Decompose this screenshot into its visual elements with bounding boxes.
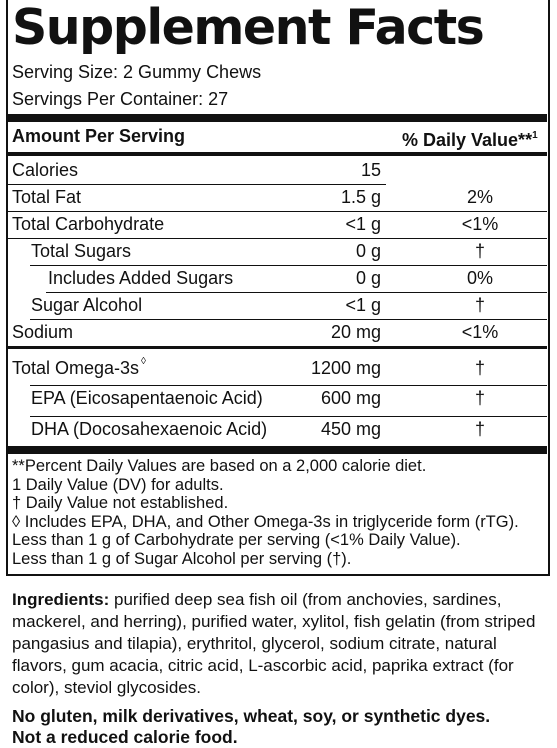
footnote: **Percent Daily Values are based on a 2,000 calorie diet. (12, 457, 427, 475)
nutrient-amount: 20 mg (330, 322, 381, 342)
nutrient-daily-value: † (474, 241, 485, 261)
nutrient-name: DHA (Docosahexaenoic Acid) (31, 419, 268, 439)
nutrient-name: Sodium (12, 322, 74, 342)
calorie-statement: Not a reduced calorie food. (12, 727, 238, 747)
nutrient-row (0, 416, 557, 443)
nutrient-daily-value: † (474, 388, 485, 408)
nutrient-amount: 1200 mg (310, 358, 381, 378)
nutrient-name: Total Sugars (31, 241, 132, 261)
daily-value-header: % Daily Value**$^1$ (402, 130, 538, 150)
nutrient-name: Total Fat (12, 187, 82, 207)
thick-divider-bottom (6, 446, 547, 454)
nutrient-row (0, 385, 557, 412)
omega-footnote-mark: ◊ (141, 356, 146, 367)
footnote: 1 Daily Value (DV) for adults. (12, 475, 224, 494)
nutrient-daily-value: † (474, 358, 485, 378)
nutrient-row (0, 292, 557, 319)
nutrient-amount: <1 g (345, 214, 381, 234)
nutrient-name: Total Carbohydrate (12, 214, 165, 234)
nutrient-row (0, 157, 557, 184)
nutrient-row (0, 319, 557, 346)
nutrient-row (0, 238, 557, 265)
amount-per-serving-label: Amount Per Serving (12, 126, 186, 146)
footnote: Less than 1 g of Sugar Alcohol per serving (†). (12, 549, 352, 568)
nutrient-daily-value: <1% (461, 214, 499, 234)
nutrient-amount: 15 (360, 160, 381, 180)
footnote: † Daily Value not established. (12, 494, 229, 512)
ingredients-text: purified deep sea fish oil (from anchovies, sardines, mackerel, and herring), purified water, xylitol, fish gelatin (from striped pangasius and tilapia), erythritol, glycerol, sodium citrate, natural flavors, gum acacia, citric acid, L-ascorbic acid, paprika extract (for color), steviol glycosides. (12, 590, 536, 697)
nutrient-name: EPA (Eicosapentaenoic Acid) (31, 388, 263, 408)
nutrient-name: Sugar Alcohol (31, 295, 143, 315)
nutrient-amount: 0 g (355, 268, 381, 288)
thick-divider-top (6, 114, 547, 122)
nutrient-daily-value: <1% (461, 322, 499, 342)
ingredients-label: Ingredients: (12, 590, 110, 609)
nutrient-daily-value: 0% (466, 268, 493, 288)
nutrient-amount: 450 mg (320, 419, 381, 439)
nutrient-amount: 1.5 g (340, 187, 381, 207)
servings-per-container: Servings Per Container: 27 (12, 89, 229, 109)
nutrient-amount: 600 mg (320, 388, 381, 408)
nutrient-name: Includes Added Sugars (48, 268, 234, 288)
allergen-statement: No gluten, milk derivatives, wheat, soy, or synthetic dyes. (12, 706, 491, 726)
medium-divider-sodium (6, 346, 547, 349)
nutrient-row (0, 184, 557, 211)
nutrient-daily-value: 2% (466, 187, 493, 207)
nutrient-daily-value: † (474, 419, 485, 439)
serving-size: Serving Size: 2 Gummy Chews (12, 62, 262, 82)
nutrient-amount: 0 g (355, 241, 381, 261)
medium-divider (6, 152, 547, 156)
nutrient-daily-value: † (474, 295, 485, 315)
nutrient-row (0, 265, 557, 292)
nutrient-name: Calories (12, 160, 79, 180)
ingredients (12, 589, 547, 699)
nutrient-row (0, 355, 557, 382)
nutrient-name: Total Omega-3s (12, 358, 140, 378)
nutrient-row (0, 211, 557, 238)
nutrient-amount: <1 g (345, 295, 381, 315)
table-header (0, 123, 557, 150)
footnote: Less than 1 g of Carbohydrate per serving (<1% Daily Value). (12, 531, 461, 549)
footnote: ◊ Includes EPA, DHA, and Other Omega-3s in triglyceride form (rTG). (12, 512, 519, 531)
panel-title: Supplement Facts (12, 0, 484, 56)
